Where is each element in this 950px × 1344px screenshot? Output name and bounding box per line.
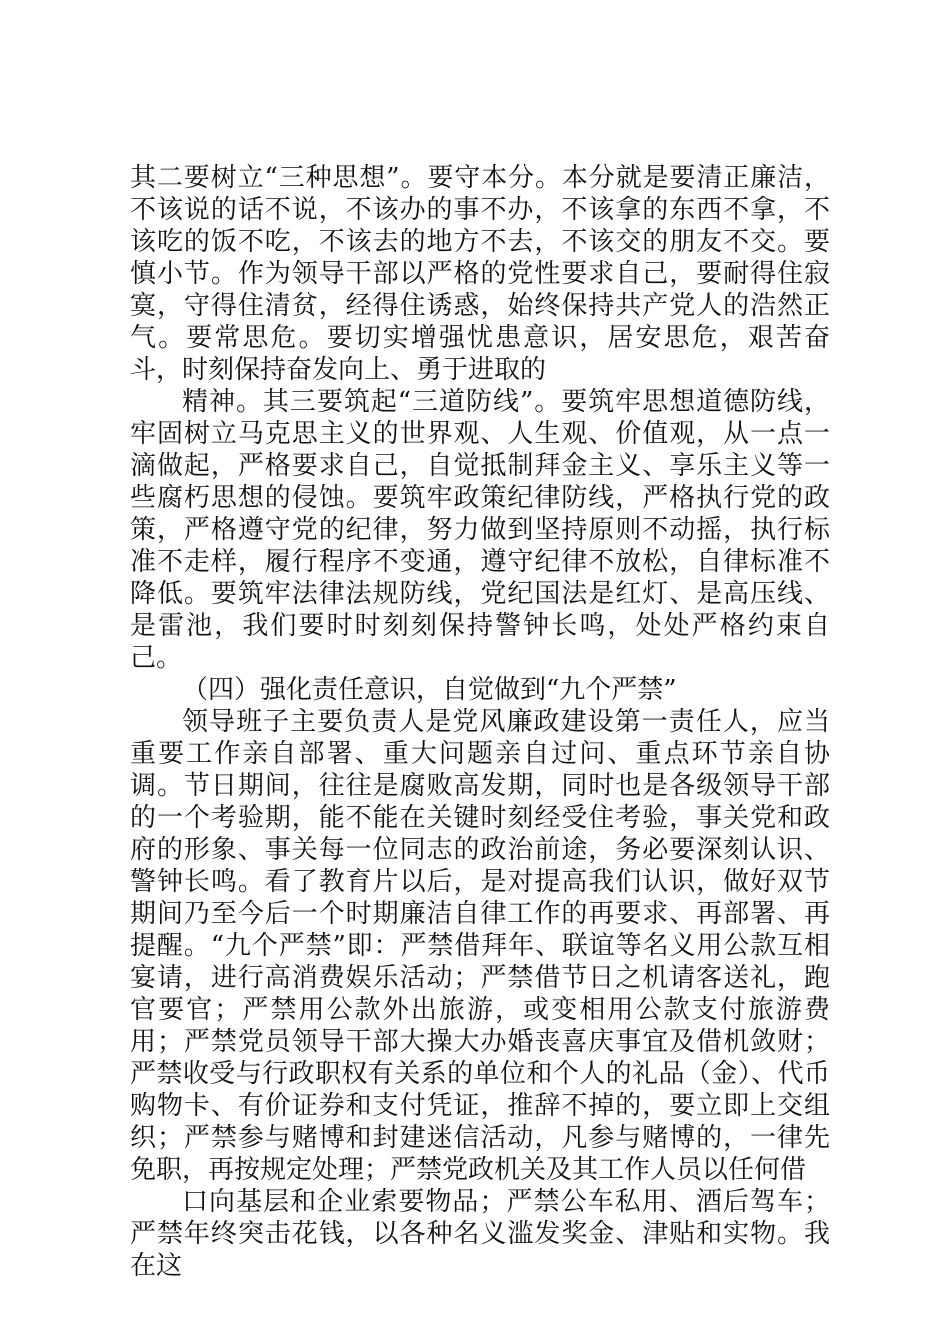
paragraph-three-defense-lines: 精神。其三要筑起“三道防线”。要筑牢思想道德防线，牢固树立马克思主义的世界观、人生观、价值观，从一点一滴做起，严格要求自己，自觉抵制拜金主义、享乐主义等一些腐朽思想的侵蚀。要筑牢政策纪律防线，严格执行党的政策，严格遵守党的纪律，努力做到坚持原则不动摇，执行标准不走样，履行程序不变通，遵守纪律不放松，自律标准不降低。要筑牢法律法规防线，党纪国法是红灯、是高压线、是雷池，我们要时时刻刻保持警钟长鸣，处处严格约束自己。 bbox=[130, 387, 830, 673]
document-page bbox=[130, 162, 830, 1282]
paragraph-three-thoughts: 其二要树立“三种思想”。要守本分。本分就是要清正廉洁，不该说的话不说，不该办的事不办，不该拿的东西不拿，不该吃的饭不吃，不该去的地方不去，不该交的朋友不交。要慎小节。作为领导干部以严格的党性要求自己，要耐得住寂寞，守得住清贫，经得住诱惑，始终保持共产党人的浩然正气。要常思危。要切实增强忧患意识，居安思危，艰苦奋斗，时刻保持奋发向上、勇于进取的 bbox=[130, 163, 830, 385]
paragraph-continuation: 口向基层和企业索要物品；严禁公车私用、酒后驾车；严禁年终突击花钱，以各种名义滥发奖金、津贴和实物。我在这 bbox=[130, 1187, 830, 1281]
paragraph-nine-prohibitions: 领导班子主要负责人是党风廉政建设第一责任人，应当重要工作亲自部署、重大问题亲自过问、重点环节亲自协调。节日期间，往往是腐败高发期，同时也是各级领导干部的一个考验期，能不能在关键时刻经受住考验，事关党和政府的形象、事关每一位同志的政治前途，务必要深刻认识、警钟长鸣。看了教育片以后，是对提高我们认识，做好双节期间乃至今后一个时期廉洁自律工作的再要求、再部署、再提醒。“九个严禁”即：严禁借拜年、联谊等名义用公款互相宴请，进行高消费娱乐活动；严禁借节日之机请客送礼，跑官要官；严禁用公款外出旅游，或变相用公款支付旅游费用；严禁党员领导干部大操大办婚丧喜庆事宜及借机敛财；严禁收受与行政职权有关系的单位和个人的礼品（金）、代币购物卡、有价证券和支付凭证，推辞不掉的，要立即上交组织；严禁参与赌博和封建迷信活动，凡参与赌博的，一律先免职，再按规定处理；严禁党政机关及其工作人员以任何借 bbox=[130, 707, 830, 1185]
section-heading-nine-prohibitions: （四）强化责任意识，自觉做到“九个严禁” bbox=[182, 675, 677, 705]
